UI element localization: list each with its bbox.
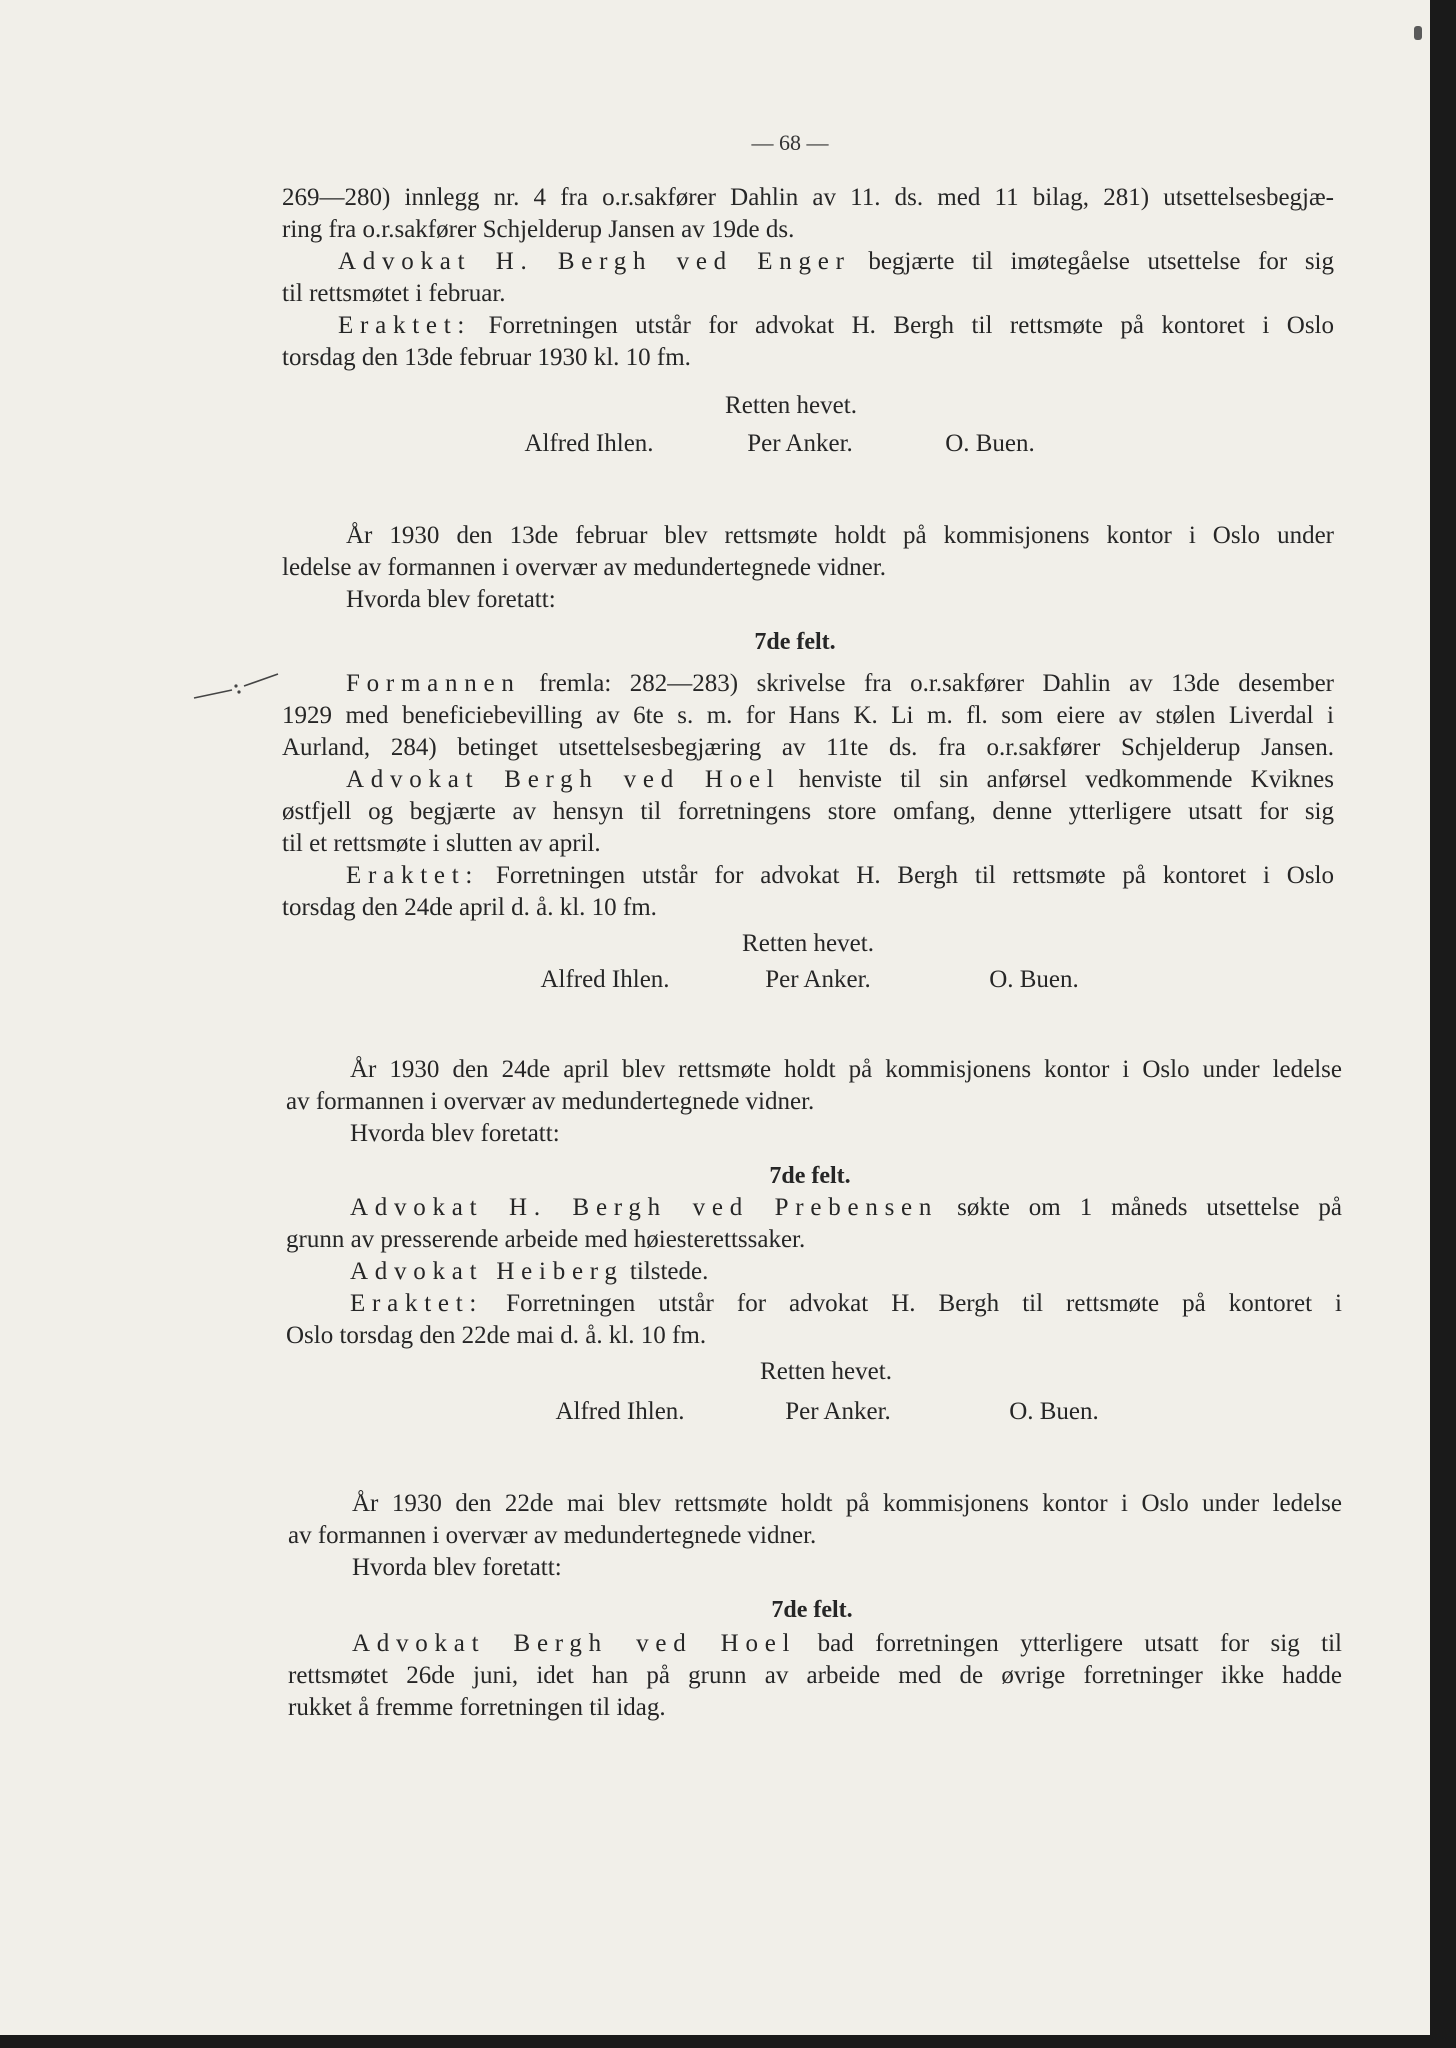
text-line: ring fra o.r.sakfører Schjelderup Jansen av 19de ds. [282, 216, 795, 243]
text-line: rettsmøtet 26de juni, idet han på grunn av arbeide med de øvrige forretninger ikke hadde [288, 1662, 1342, 1689]
section-heading: 7de felt. [771, 1597, 853, 1623]
scan-mark [1414, 26, 1422, 40]
spaced-text: Formannen [346, 670, 521, 697]
signature: Per Anker. [785, 1398, 891, 1425]
spaced-text: Eraktet: [338, 312, 472, 339]
text-line: til rettsmøtet i februar. [282, 280, 506, 307]
text-line: Hvorda blev foretatt: [350, 1120, 560, 1147]
text-line [352, 1628, 1342, 1660]
text-line [346, 860, 1334, 892]
text-line: 269—280) innlegg nr. 4 fra o.r.sakfører Dahlin av 11. ds. med 11 bilag, 281) utsettelsesbegjæ- [282, 184, 1334, 211]
section-heading: 7de felt. [754, 629, 836, 655]
spaced-text: Advokat H. Bergh ved Prebensen [350, 1194, 939, 1221]
text-line: torsdag den 24de april d. å. kl. 10 fm. [282, 894, 657, 921]
text-line: grunn av presserende arbeide med høiesterettssaker. [286, 1226, 806, 1253]
spaced-text: Advokat Heiberg [350, 1258, 624, 1285]
spaced-text: Eraktet: [350, 1290, 484, 1317]
text-span: Forretningen utstår for advokat H. Bergh til rettsmøte på kontoret i Oslo [479, 862, 1334, 889]
text-line [350, 1288, 1342, 1320]
page-number: — 68 — [751, 130, 829, 155]
text-span: bad forretningen ytterligere utsatt for sig til [796, 1630, 1343, 1657]
section-heading: 7de felt. [769, 1163, 851, 1189]
text-line: til et rettsmøte i slutten av april. [282, 830, 601, 857]
signature: Alfred Ihlen. [524, 430, 654, 457]
text-span: tilstede. [623, 1258, 709, 1285]
text-line: Hvorda blev foretatt: [346, 586, 556, 613]
spaced-text: Eraktet: [346, 862, 480, 889]
signature: Per Anker. [765, 966, 871, 993]
text-line: År 1930 den 13de februar blev rettsmøte holdt på kommisjonens kontor i Oslo under [346, 522, 1334, 549]
text-line: av formannen i overvær av medundertegnede vidner. [286, 1088, 815, 1115]
signature: Alfred Ihlen. [555, 1398, 685, 1425]
signature: O. Buen. [1009, 1398, 1099, 1425]
text-line [350, 1192, 1342, 1224]
signature: O. Buen. [945, 430, 1035, 457]
text-line: av formannen i overvær av medundertegnede vidner. [288, 1522, 817, 1549]
text-line [346, 668, 1334, 700]
text-line [350, 1256, 1342, 1288]
text-line: Aurland, 284) betinget utsettelsesbegjæring av 11te ds. fra o.r.sakfører Schjelderup Jansen. [282, 734, 1334, 761]
text-span: begjærte til imøtegåelse utsettelse for sig [850, 248, 1334, 275]
signature: Per Anker. [747, 430, 853, 457]
closing-line: Retten hevet. [742, 930, 874, 957]
text-span: fremla: 282—283) skrivelse fra o.r.sakfører Dahlin av 13de desember [520, 670, 1334, 697]
text-line: torsdag den 13de februar 1930 kl. 10 fm. [282, 344, 691, 371]
signature: Alfred Ihlen. [540, 966, 670, 993]
text-line: År 1930 den 24de april blev rettsmøte holdt på kommisjonens kontor i Oslo under ledelse [350, 1056, 1342, 1083]
text-line [338, 310, 1334, 342]
text-line [346, 764, 1334, 796]
text-line: 1929 med beneficiebevilling av 6te s. m. for Hans K. Li m. fl. som eiere av stølen Liverdal i [282, 702, 1334, 729]
text-line: År 1930 den 22de mai blev rettsmøte holdt på kommisjonens kontor i Oslo under ledelse [352, 1490, 1342, 1517]
text-line: rukket å fremme forretningen til idag. [288, 1694, 666, 1721]
text-span: Forretningen utstår for advokat H. Bergh til rettsmøte på kontoret i [483, 1290, 1342, 1317]
spaced-text: Advokat H. Bergh ved Enger [338, 248, 851, 275]
text-line: østfjell og begjærte av hensyn til forretningens store omfang, denne ytterligere utsatt for sig [282, 798, 1334, 825]
text-line: Oslo torsdag den 22de mai d. å. kl. 10 fm. [286, 1322, 707, 1349]
text-line [338, 246, 1334, 278]
signature: O. Buen. [989, 966, 1079, 993]
spaced-text: Advokat Bergh ved Hoel [346, 766, 781, 793]
spaced-text: Advokat Bergh ved Hoel [352, 1630, 797, 1657]
pencil-margin-mark [192, 664, 282, 704]
closing-line: Retten hevet. [760, 1358, 892, 1385]
text-line: ledelse av formannen i overvær av medundertegnede vidner. [282, 554, 886, 581]
text-line: Hvorda blev foretatt: [352, 1554, 562, 1581]
text-span: henviste til sin anførsel vedkommende Kviknes [780, 766, 1334, 793]
closing-line: Retten hevet. [725, 392, 857, 419]
text-span: søkte om 1 måneds utsettelse på [938, 1194, 1343, 1221]
text-span: Forretningen utstår for advokat H. Bergh til rettsmøte på kontoret i Oslo [471, 312, 1334, 339]
